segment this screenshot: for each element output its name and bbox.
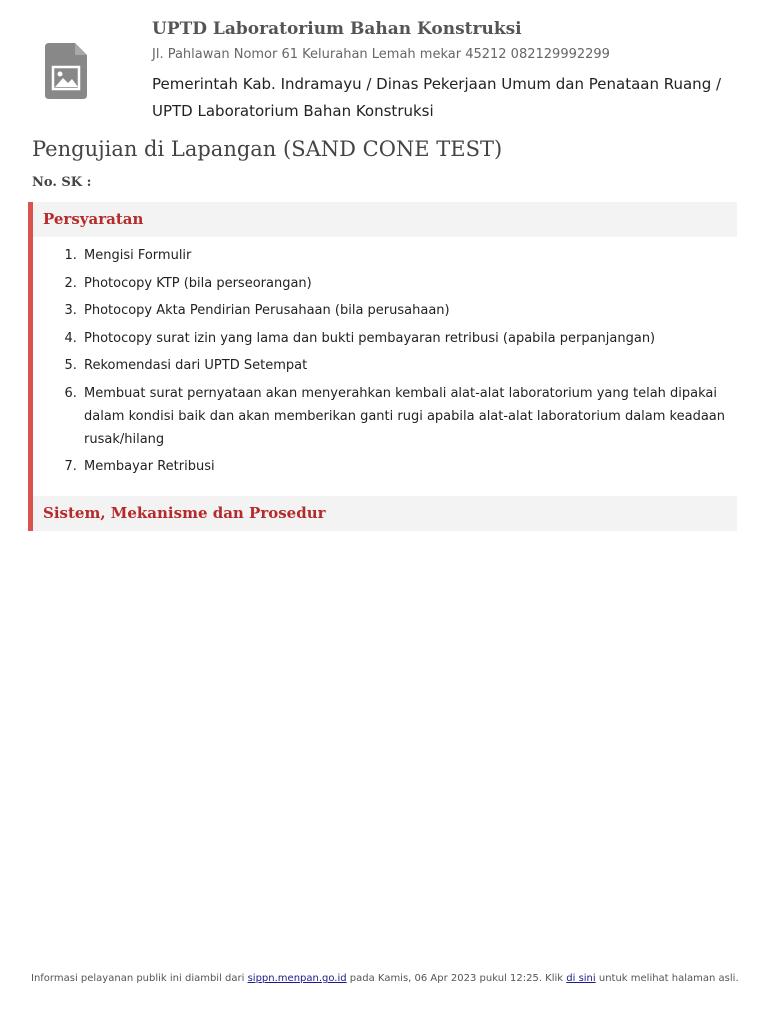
original-page-link[interactable]: di sini bbox=[566, 973, 596, 984]
sk-number-label: No. SK : bbox=[32, 175, 92, 190]
list-item: 4. Photocopy surat izin yang lama dan bukti pembayaran retribusi (apabila perpanjangan) bbox=[81, 327, 733, 350]
procedure-heading: Sistem, Mekanisme dan Prosedur bbox=[33, 496, 737, 531]
requirements-heading: Persyaratan bbox=[33, 202, 737, 237]
org-hierarchy: Pemerintah Kab. Indramayu / Dinas Pekerjaan Umum dan Penataan Ruang / UPTD Laboratorium Bahan Konstruksi bbox=[152, 75, 722, 120]
footer-text: pada Kamis, 06 Apr 2023 pukul 12:25. Klik bbox=[346, 973, 567, 984]
requirements-list bbox=[33, 244, 733, 483]
org-address: Jl. Pahlawan Nomor 61 Kelurahan Lemah mekar 45212 082129992299 bbox=[152, 47, 610, 62]
list-item: 5. Rekomendasi dari UPTD Setempat bbox=[81, 354, 733, 377]
footer-text: untuk melihat halaman asli. bbox=[595, 973, 739, 984]
service-details bbox=[28, 202, 737, 531]
list-item: 1. Mengisi Formulir bbox=[81, 244, 733, 267]
list-item: 3. Photocopy Akta Pendirian Perusahaan (bila perusahaan) bbox=[81, 299, 733, 322]
footer-text: Informasi pelayanan publik ini diambil dari bbox=[31, 973, 248, 984]
org-name: UPTD Laboratorium Bahan Konstruksi bbox=[152, 19, 522, 39]
list-item: 7. Membayar Retribusi bbox=[81, 455, 733, 478]
source-link[interactable]: sippn.menpan.go.id bbox=[247, 973, 347, 984]
list-item: 6. Membuat surat pernyataan akan menyerahkan kembali alat-alat laboratorium yang telah dipakai dalam kondisi baik dan akan memberikan ganti rugi apabila alat-alat laboratorium dalam keadaan rusak/hilang bbox=[81, 382, 733, 451]
image-file-icon bbox=[45, 43, 87, 99]
page-title: Pengujian di Lapangan (SAND CONE TEST) bbox=[32, 137, 503, 161]
list-item: 2. Photocopy KTP (bila perseorangan) bbox=[81, 272, 733, 295]
header bbox=[0, 0, 768, 130]
footer-note bbox=[31, 973, 739, 984]
